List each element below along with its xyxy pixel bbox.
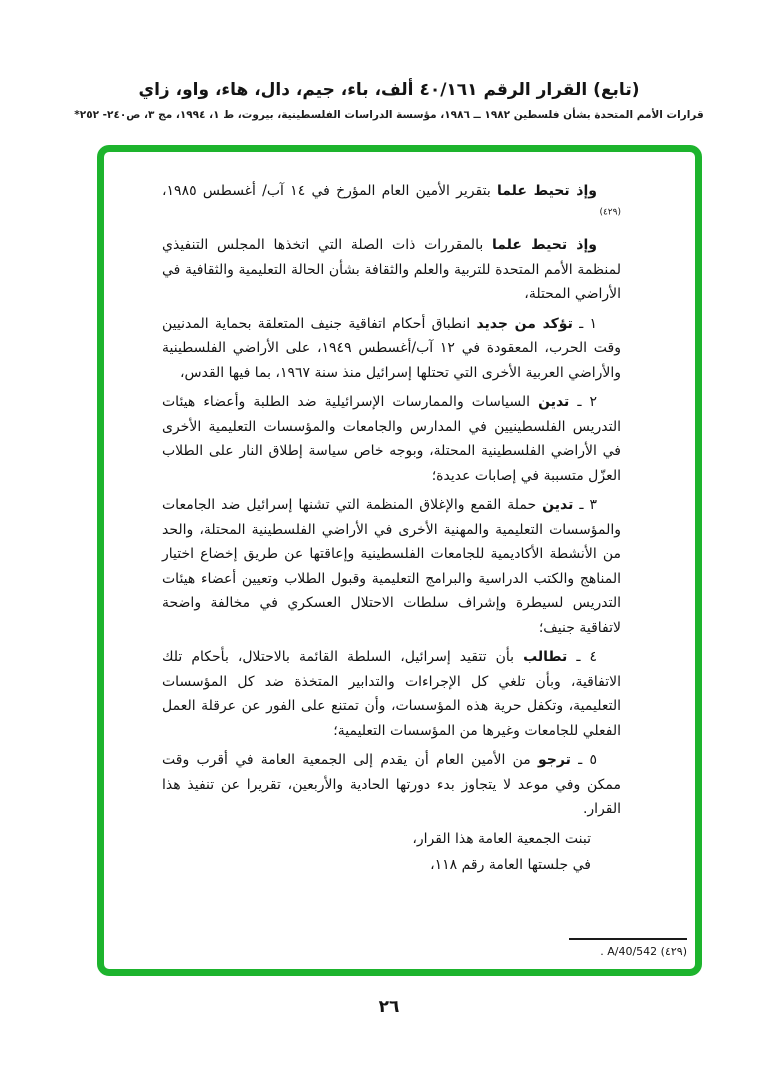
paragraph-lead: تدين xyxy=(538,394,570,410)
paragraph-lead: تطالب xyxy=(523,649,568,665)
paragraph-lead: وإذ تحيط علما xyxy=(496,183,597,199)
paragraph-number: ٤ ـ xyxy=(567,649,597,665)
paragraph: ٥ ـ ترجو من الأمين العام أن يقدم إلى الجمعية العامة في أقرب وقت ممكن وفي موعد لا يتجاوز بدء دورتها الحادية والأربعين، تقريرا عن تنفيذ هذا القرار. xyxy=(162,752,621,817)
paragraph: ٣ ـ تدين حملة القمع والإغلاق المنظمة التي تشنها إسرائيل ضد الجامعات والمؤسسات التعليمية والمهنية الأخرى في الأراضي الفلسطينية المحتلة، والحد من الأنشطة الأكاديمية للجامعات الفلسطينية وإعاقتها عن طريق إخضاع اختيار المناهج والكتب الدراسية والبرامج التعليمية وقبول الطلاب وتعيين أعضاء هيئات التدريس لسيطرة وإشراف سلطات الاحتلال العسكري في مخالفة واضحة لاتفاقية جنيف؛ xyxy=(162,497,621,636)
resolution-title: (تابع) القرار الرقم ٤٠/١٦١ ألف، باء، جيم، دال، هاء، واو، زاي xyxy=(138,80,640,100)
footnote-reference: (٤٢٩) xyxy=(599,206,621,217)
paragraph: وإذ تحيط علما بالمقررات ذات الصلة التي اتخذها المجلس التنفيذي لمنظمة الأمم المتحدة للتربية والعلم والثقافة بشأن الحالة التعليمية والثقافية في الأراضي المحتلة، xyxy=(162,237,621,302)
paragraph: ٢ ـ تدين السياسات والممارسات الإسرائيلية ضد الطلبة وأعضاء هيئات التدريس الفلسطينيين في المدارس والجامعات والمؤسسات التعليمية الأخرى في الأراضي الفلسطينية المحتلة، وبوجه خاص سياسة إطلاق النار على الطلاب العزّل متسببة في إصابات عديدة؛ xyxy=(162,394,621,484)
document-header xyxy=(0,80,778,121)
paragraph: ٤ ـ تطالب بأن تتقيد إسرائيل، السلطة القائمة بالاحتلال، بأحكام تلك الاتفاقية، وبأن تلغي كل الإجراءات والتدابير المتخذة ضد كل المؤسسات التعليمية، وتكفل حرية هذه المؤسسات، وأن تمتنع على الفور عن عرقلة العمل الفعلي للجامعات وغيرها من المؤسسات التعليمية؛ xyxy=(162,649,621,739)
highlight-box xyxy=(97,145,702,976)
paragraph-lead: تدين xyxy=(542,497,574,513)
footnote xyxy=(569,938,687,958)
paragraph-number: ٥ ـ xyxy=(570,752,597,768)
paragraph-number: ٣ ـ xyxy=(573,497,597,513)
paragraph-lead: تؤكد من جديد xyxy=(476,315,573,332)
paragraph: ١ ـ تؤكد من جديد انطباق أحكام اتفاقية جنيف المتعلقة بحماية المدنيين وقت الحرب، المعقودة في ١٢ آب/أغسطس ١٩٤٩، على الأراضي الفلسطينية والأراضي العربية الأخرى التي تحتلها إسرائيل منذ سنة ١٩٦٧، بما فيها القدس، xyxy=(162,315,621,381)
paragraph: تبنت الجمعية العامة هذا القرار، xyxy=(412,830,591,847)
source-citation: قرارات الأمم المتحدة بشأن فلسطين ١٩٨٢ ــ ١٩٨٦، مؤسسة الدراسات الفلسطينية، بيروت، ط ١، ١٩٩٤، مج ٣، ص٢٤٠- ٢٥٢* xyxy=(74,109,704,121)
paragraph-number: ٢ ـ xyxy=(569,394,598,410)
page-number: ٢٦ xyxy=(378,997,400,1017)
paragraph-number: ١ ـ xyxy=(572,315,597,332)
footnote-rule xyxy=(569,938,687,940)
paragraph: في جلستها العامة رقم ١١٨، xyxy=(430,857,591,873)
footnote-text: (٤٢٩) A/40/542 . xyxy=(600,945,687,958)
document-body xyxy=(104,152,695,880)
paragraph-lead: وإذ تحيط علما xyxy=(491,237,597,253)
paragraph-lead: ترجو xyxy=(538,752,571,768)
paragraph: وإذ تحيط علما بتقرير الأمين العام المؤرخ في ١٤ آب/ أغسطس ١٩٨٥،$^{(٤٢٩)}$ xyxy=(162,183,621,217)
